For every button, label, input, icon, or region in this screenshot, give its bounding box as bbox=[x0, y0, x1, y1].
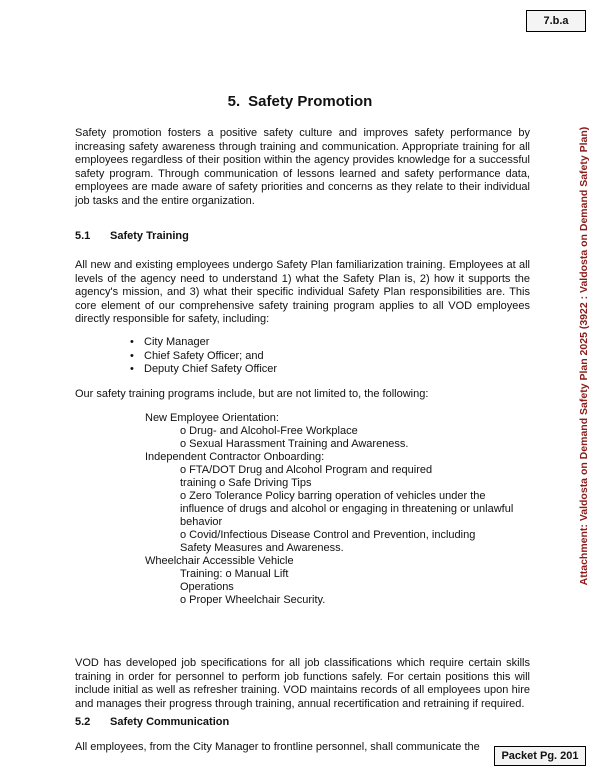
program-item: o Zero Tolerance Policy barring operation of vehicles under the bbox=[180, 490, 486, 502]
program-item: influence of drugs and alcohol or engaging in threatening or unlawful bbox=[180, 503, 514, 515]
section-number: 5.2 bbox=[75, 716, 91, 728]
attachment-side-note: Attachment: Valdosta on Demand Safety Plan 2025 (3922 : Valdosta on Demand Safety Plan) bbox=[578, 126, 590, 586]
title-text: Safety Promotion bbox=[248, 93, 373, 110]
program-item: o Sexual Harassment Training and Awareness. bbox=[180, 438, 409, 450]
title-number: 5. bbox=[227, 93, 241, 110]
attachment-tag: 7.b.a bbox=[526, 10, 586, 32]
program-item: Safety Measures and Awareness. bbox=[180, 542, 344, 554]
program-item: o Proper Wheelchair Security. bbox=[180, 594, 326, 606]
section-5-1-heading bbox=[75, 230, 189, 242]
responsible-roles-list bbox=[130, 336, 277, 377]
intro-paragraph: Safety promotion fosters a positive safety culture and improves safety performance by increasing safety awareness through training and communication. Appropriate training for all employees regardless of their position within the agency provides knowledge for a successful safety program. Through communication of lessons learned and safety performance data, employees are made aware of safety priorities and concerns as they relate to their individual job tasks and the entire organization. bbox=[75, 127, 530, 207]
program-heading: Wheelchair Accessible Vehicle bbox=[145, 555, 294, 567]
training-paragraph: All new and existing employees undergo Safety Plan familiarization training. Employees at all levels of the agency need to understand 1) what the Safety Plan is, 2) how it supports the agency's mission, and 3) what their specific individual Safety Plan responsibilities are. This core element of our comprehensive safety training program applies to all VOD employees directly responsible for safety, including: bbox=[75, 259, 530, 326]
training-records-paragraph: VOD has developed job specifications for all job classifications which require certain skills training in order for personnel to perform job functions safely. For certain positions this will include initial as well as refresher training. VOD maintains records of all employees upon hire and manages their progress through training, annual recertification and retraining if required. bbox=[75, 657, 530, 710]
packet-page-number: Packet Pg. 201 bbox=[494, 746, 586, 766]
program-item: behavior bbox=[180, 516, 223, 528]
list-item: • Chief Safety Officer; and bbox=[130, 350, 277, 364]
section-number: 5.1 bbox=[75, 230, 91, 242]
list-item: • Deputy Chief Safety Officer bbox=[130, 363, 277, 377]
program-item: Training: o Manual Lift bbox=[180, 568, 289, 580]
program-heading: New Employee Orientation: bbox=[145, 412, 279, 424]
section-5-2-heading bbox=[75, 716, 229, 728]
program-item: o FTA/DOT Drug and Alcohol Program and required bbox=[180, 464, 433, 476]
program-item: training o Safe Driving Tips bbox=[180, 477, 312, 489]
program-item: o Drug- and Alcohol-Free Workplace bbox=[180, 425, 358, 437]
section-title: Safety Communication bbox=[110, 716, 230, 728]
section-title: Safety Training bbox=[110, 230, 189, 242]
list-item: • City Manager bbox=[130, 336, 277, 350]
communication-paragraph: All employees, from the City Manager to frontline personnel, shall communicate the bbox=[75, 741, 480, 753]
programs-intro: Our safety training programs include, but are not limited to, the following: bbox=[75, 388, 429, 400]
program-heading: Independent Contractor Onboarding: bbox=[145, 451, 325, 463]
page-title bbox=[0, 93, 600, 110]
program-item: Operations bbox=[180, 581, 234, 593]
program-item: o Covid/Infectious Disease Control and Prevention, including bbox=[180, 529, 476, 541]
